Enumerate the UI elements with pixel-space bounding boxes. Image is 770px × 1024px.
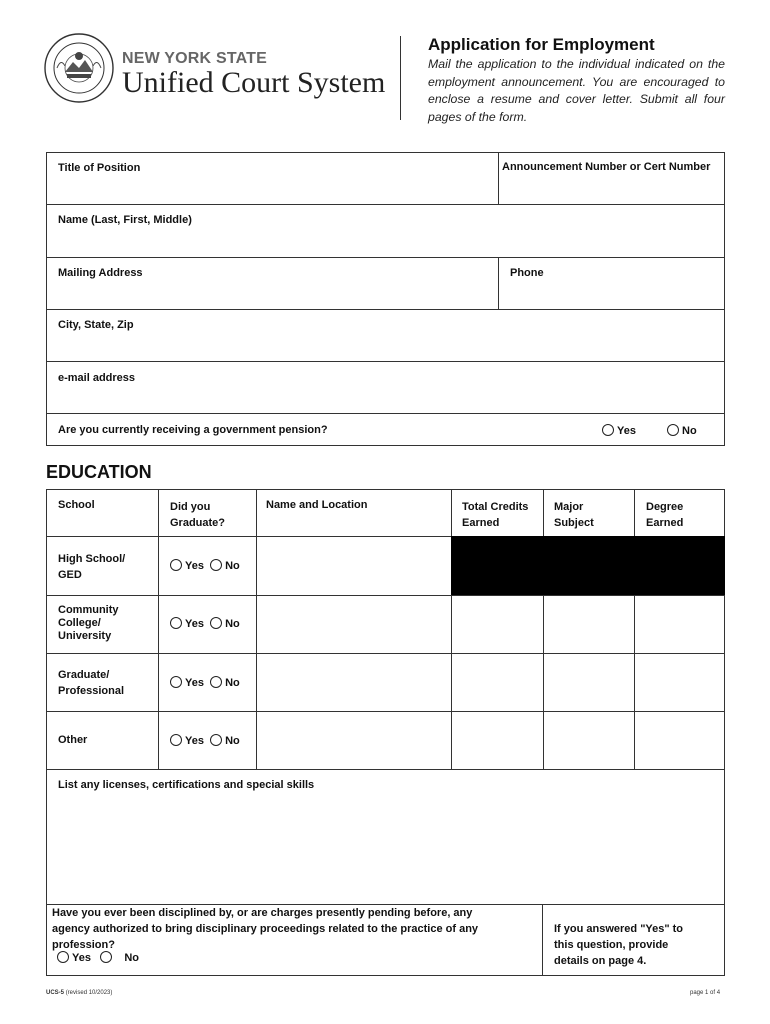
form-title: Application for Employment [428,35,655,54]
personal-info-section [46,152,725,446]
discipline-note: If you answered "Yes" to this question, provide details on page 4. [554,923,684,967]
title-of-position-field[interactable]: Title of Position [58,162,141,174]
cc-graduated-options[interactable]: Yes No [170,617,240,630]
col-graduated: Did you Graduate? [170,501,226,529]
row-other: Other [58,734,88,746]
email-field[interactable]: e-mail address [58,372,136,384]
hs-yes-radio[interactable] [170,559,182,571]
organization-logo [122,50,385,98]
high-school-blocked-cells [451,536,725,595]
discipline-question: Have you ever been disciplined by, or are charges presently pending before, any agency authorized to bring disciplinary proceedings related to the practice of any profession? [52,907,479,951]
court-seal [43,32,115,104]
col-degree: Degree Earned [646,501,684,529]
hs-no-radio[interactable] [210,559,222,571]
row-high-school: High School/ GED [58,553,126,581]
form-instructions: Mail the application to the individual indicated on the employment announcement. You are encouraged to enclose a resume and cover letter. Submit all four pages of the form. [428,57,725,124]
grad-graduated-options[interactable]: Yes No [170,676,240,689]
col-name-location: Name and Location [266,499,368,511]
pension-yes-option[interactable]: Yes [602,424,636,437]
form-code: UCS-5 (revised 10/2023) [46,990,113,996]
grad-no-radio[interactable] [210,676,222,688]
discipline-options[interactable]: Yes No [57,951,139,964]
other-no-radio[interactable] [210,734,222,746]
cc-yes-radio[interactable] [170,617,182,629]
other-yes-radio[interactable] [170,734,182,746]
pension-yes-radio[interactable] [602,424,614,436]
row-community-college: Community College/ University [58,604,119,642]
col-major: Major Subject [554,501,594,529]
discipline-no-radio[interactable] [100,951,112,963]
other-graduated-options[interactable]: Yes No [170,734,240,747]
hs-graduated-options[interactable]: Yes No [170,559,240,572]
pension-question: Are you currently receiving a government pension? [58,424,328,436]
row-graduate: Graduate/ Professional [58,669,125,697]
name-field[interactable]: Name (Last, First, Middle) [58,214,192,226]
city-state-zip-field[interactable]: City, State, Zip [58,319,134,331]
mailing-address-field[interactable]: Mailing Address [58,267,143,279]
education-heading: EDUCATION [46,462,152,482]
announcement-number-field[interactable]: Announcement Number or Cert Number [502,161,711,173]
org-name-line2: Unified Court System [122,66,386,99]
licenses-field[interactable]: List any licenses, certifications and special skills [58,779,315,791]
cc-no-radio[interactable] [210,617,222,629]
header-divider [400,36,401,120]
discipline-yes-radio[interactable] [57,951,69,963]
org-name-line1: NEW YORK STATE [122,50,268,67]
phone-field[interactable]: Phone [510,267,544,279]
grad-yes-radio[interactable] [170,676,182,688]
page-number: page 1 of 4 [690,990,721,996]
pension-no-radio[interactable] [667,424,679,436]
col-total-credits: Total Credits Earned [462,501,529,529]
pension-no-option[interactable]: No [667,424,697,437]
col-school: School [58,499,95,511]
